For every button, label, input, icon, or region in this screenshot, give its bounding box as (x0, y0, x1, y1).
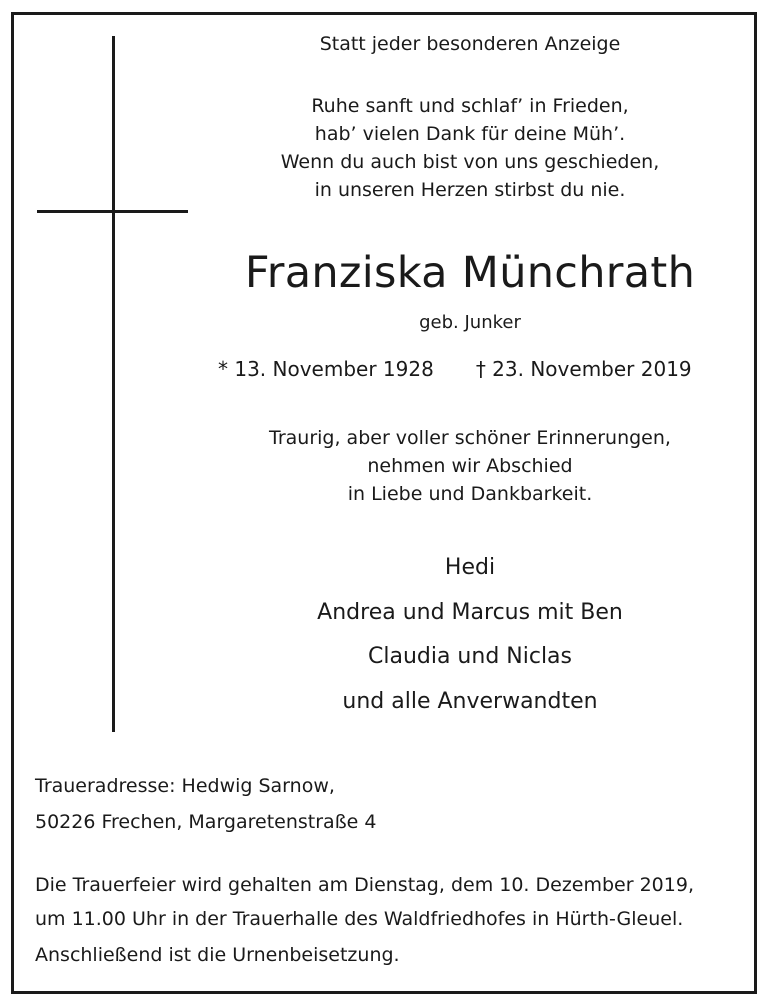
ceremony-line: um 11.00 Uhr in der Trauerhalle des Waldfriedhofes in Hürth-Gleuel. (35, 908, 684, 930)
poem-line: Wenn du auch bist von uns geschieden, (280, 151, 660, 173)
poem-line: Ruhe sanft und schlaf’ in Frieden, (311, 95, 629, 117)
mourner: Andrea und Marcus mit Ben (317, 599, 623, 625)
maiden-name-text: geb. Junker (419, 312, 521, 333)
farewell-line: Traurig, aber voller schöner Erinnerungen, (269, 427, 671, 449)
ceremony-line: Die Trauerfeier wird gehalten am Dienstag, dem 10. Dezember 2019, (35, 874, 694, 896)
mourner: Claudia und Niclas (367, 644, 572, 669)
mourner: und alle Anverwandten (342, 688, 598, 714)
farewell-text (180, 424, 760, 508)
urn-burial-info (35, 938, 755, 972)
intro-heading (180, 30, 760, 58)
ceremony-info (35, 868, 755, 936)
address-line: Traueradresse: Hedwig Sarnow, (35, 775, 335, 797)
farewell-line: nehmen wir Abschied (367, 455, 573, 477)
deceased-name-text: Franziska Münchrath (244, 248, 696, 298)
address-line: 50226 Frechen, Margaretenstraße 4 (35, 811, 377, 833)
deceased-name (180, 243, 760, 303)
mourners-list (180, 546, 760, 724)
cross-horizontal-bar (37, 210, 188, 213)
poem-line: in unseren Herzen stirbst du nie. (314, 179, 626, 201)
life-dates (218, 354, 692, 384)
urn-burial-text: Anschließend ist die Urnenbeisetzung. (35, 944, 400, 966)
intro-text: Statt jeder besonderen Anzeige (319, 33, 621, 55)
maiden-name (180, 310, 760, 336)
farewell-line: in Liebe und Dankbarkeit. (347, 483, 593, 505)
poem (180, 92, 760, 204)
mourning-address (35, 768, 755, 840)
mourner: Hedi (444, 555, 496, 580)
cross-vertical-bar (112, 36, 115, 732)
birth-date: * 13. November 1928 (218, 357, 434, 381)
poem-line: hab’ vielen Dank für deine Müh’. (314, 123, 626, 145)
death-date: † 23. November 2019 (475, 357, 692, 381)
